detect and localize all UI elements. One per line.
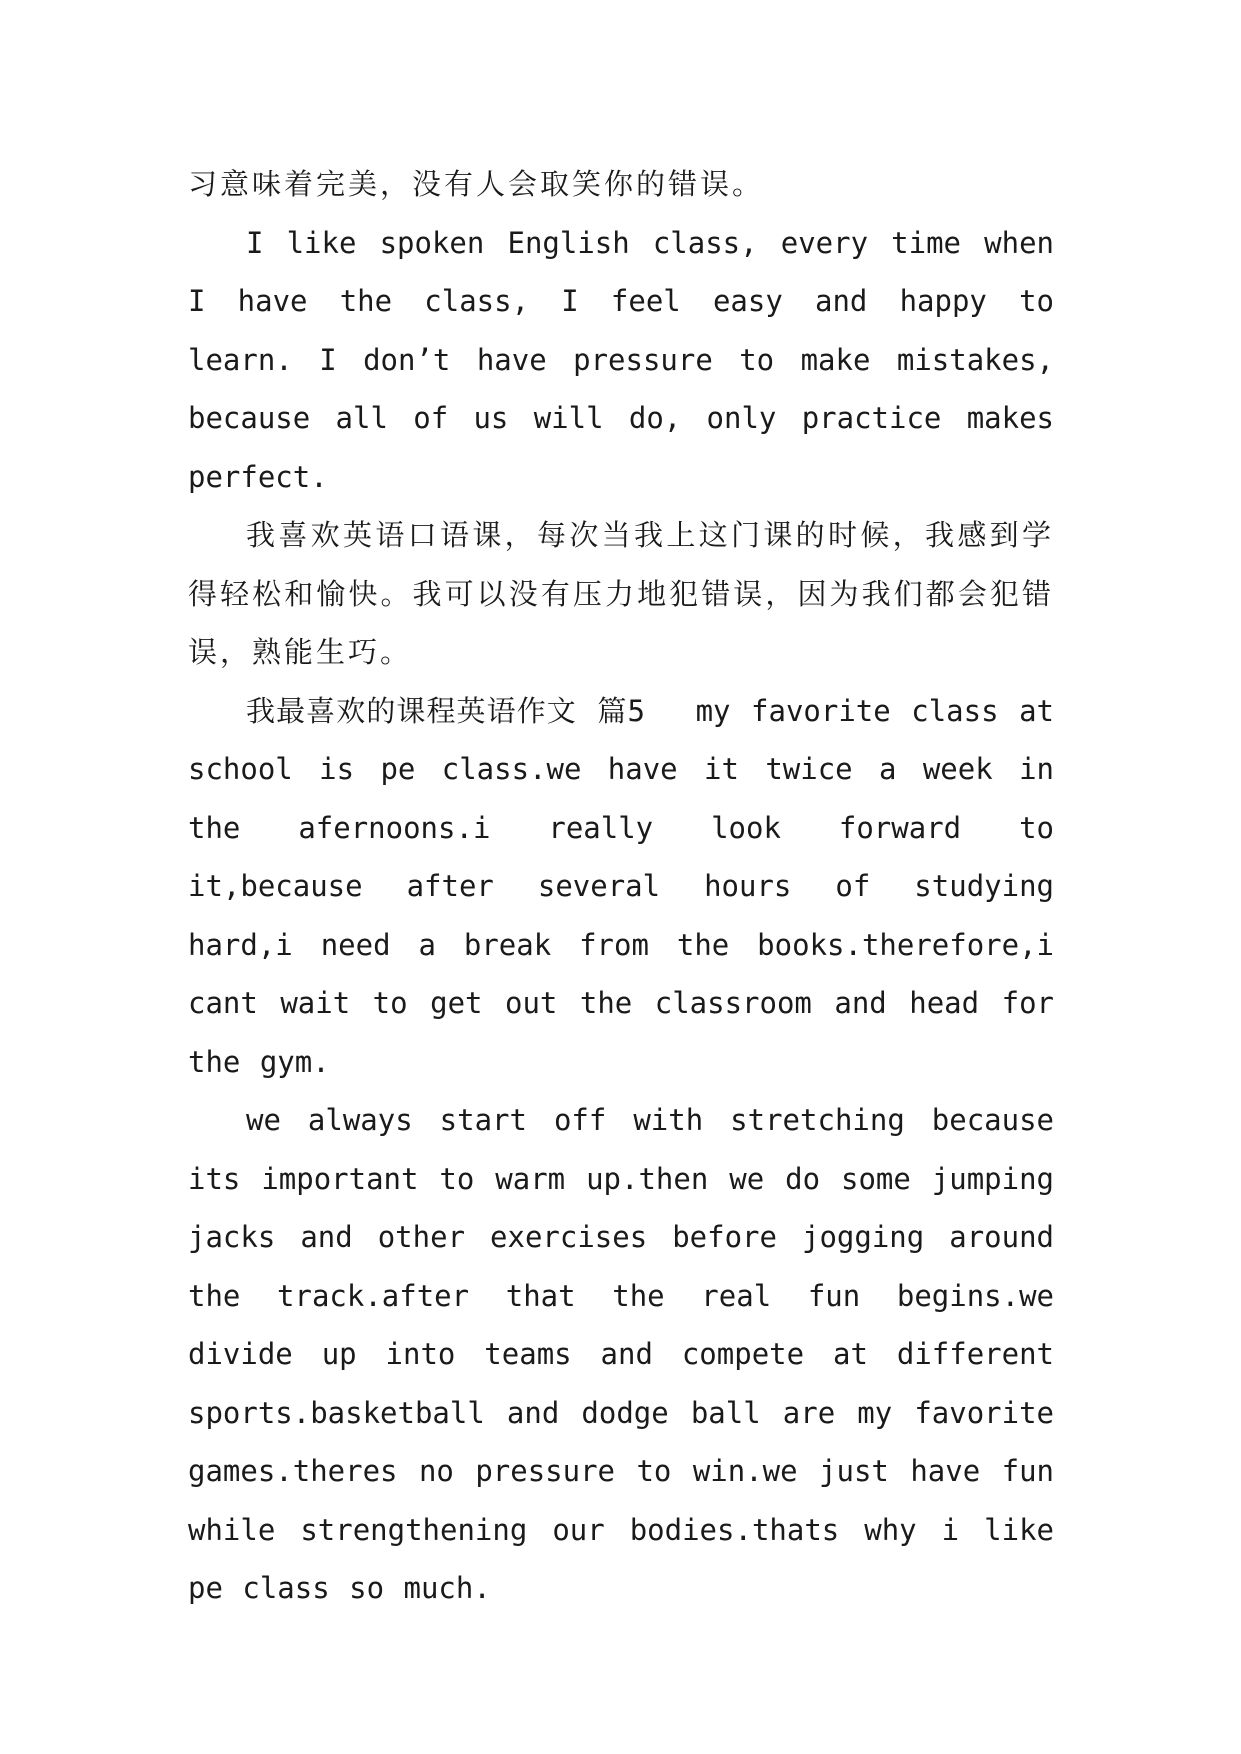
paragraph-essay-5-intro: 我最喜欢的课程英语作文 篇5 my favorite class at school is pe class.we have it twice a week in the afernoons.i really look forward to it,because after several hours of studying hard,i need a break from the books.therefore,i cant wait to get out the classroom and head for the gym. bbox=[188, 693, 1054, 1079]
paragraph-continuation: 习意味着完美，没有人会取笑你的错误。 bbox=[188, 167, 765, 201]
paragraph-english-spoken-class: I like spoken English class, every time when I have the class, I feel easy and happy to learn. I don’t have pressure to make mistakes, because all of us will do, only practice makes perfect. bbox=[188, 225, 1054, 494]
paragraph-pe-class-activities: we always start off with stretching because its important to warm up.then we do some jumping jacks and other exercises before jogging around the track.after that the real fun begins.we divide up into teams and compete at different sports.basketball and dodge ball are my favorite games.theres no pressure to win.we just have fun while strengthening our bodies.thats why i like pe class so much. bbox=[188, 1103, 1054, 1605]
paragraph-chinese-spoken-class: 我喜欢英语口语课，每次当我上这门课的时候，我感到学得轻松和愉快。我可以没有压力地犯错误，因为我们都会犯错误，熟能生巧。 bbox=[188, 518, 1054, 669]
document-body bbox=[188, 155, 1054, 1618]
